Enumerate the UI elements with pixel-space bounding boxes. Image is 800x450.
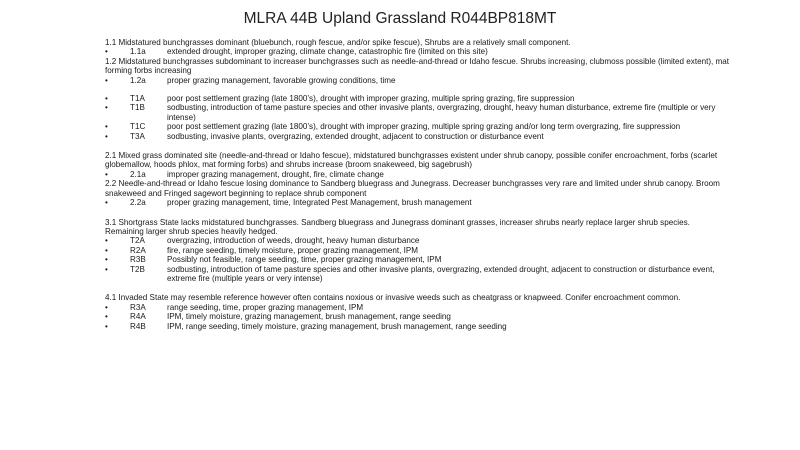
transition-code: T1C (130, 122, 146, 132)
transition-code: T1A (130, 94, 145, 104)
bullet-icon: • (105, 198, 108, 208)
transition-text: sodbusting, introduction of tame pasture species and other invasive plants, overgrazing, extended drought, adjacent to construction or disturbance event, extreme fire (multiple years or very intense) (167, 264, 715, 283)
bullet-item (105, 198, 730, 207)
slide-title: MLRA 44B Upland Grassland R044BP818MT (243, 10, 557, 27)
state-section (105, 218, 730, 284)
bullet-item (105, 122, 730, 131)
bullet-item (105, 170, 730, 179)
bullet-icon: • (105, 302, 108, 312)
state-description: 1.2 Midstatured bunchgrasses subdominant to increaser bunchgrasses such as needle-and-thread or Idaho fescue. Shrubs increasing, clubmoss possible (limited extent), mat forming forbs increasing (105, 56, 730, 76)
bullet-icon: • (105, 255, 108, 265)
bullet-item (105, 246, 730, 255)
transition-text: proper grazing management, favorable growing conditions, time (167, 75, 396, 85)
transition-text: poor post settlement grazing (late 1800’s), drought with improper grazing, multiple spring grazing and/or long term overgrazing, fire suppression (167, 122, 681, 132)
bullet-icon: • (105, 312, 108, 322)
transition-code: 1.2a (130, 75, 146, 85)
transition-text: extended drought, improper grazing, climate change, catastrophic fire (limited on this site) (167, 47, 488, 57)
transition-code: R3B (130, 255, 146, 265)
transition-code: R4A (130, 312, 146, 322)
transition-text: improper grazing management, drought, fire, climate change (167, 169, 384, 179)
transition-code: T2B (130, 264, 145, 274)
bullet-item (105, 132, 730, 141)
bullet-item (105, 265, 730, 284)
bullet-item (105, 76, 730, 85)
bullet-icon: • (105, 236, 108, 246)
bullet-icon: • (105, 94, 108, 104)
transition-code: 2.1a (130, 169, 146, 179)
transition-code: 1.1a (130, 47, 146, 57)
bullet-icon: • (105, 131, 108, 141)
transition-text: proper grazing management, time, Integrated Pest Management, brush management (167, 198, 472, 208)
transition-text: Possibly not feasible, range seeding, time, proper grazing management, IPM (167, 255, 442, 265)
transition-code: T3A (130, 131, 145, 141)
state-section (105, 151, 730, 207)
transition-text: sodbusting, introduction of tame pasture species and other invasive plants, overgrazing, drought, heavy human disturbance, extreme fire (multiple or very intense) (167, 103, 716, 122)
bullet-icon: • (105, 321, 108, 331)
transition-text: sodbusting, invasive plants, overgrazing, extended drought, adjacent to construction or disturbance event (167, 131, 544, 141)
spacer (105, 85, 730, 94)
bullet-icon: • (105, 75, 108, 85)
bullet-item (105, 103, 730, 122)
state-description: 3.1 Shortgrass State lacks midstatured bunchgrasses. Sandberg bluegrass and Junegrass dominant grasses, increaser shrubs nearly replace larger shrub species. Remaining larger shrub species heavily hedged. (105, 217, 690, 236)
transition-code: 2.2a (130, 198, 146, 208)
transition-text: poor post settlement grazing (late 1800’s), drought with improper grazing, multiple spring grazing, fire suppression (167, 94, 575, 104)
slide-content (105, 38, 730, 341)
state-section (105, 293, 730, 331)
bullet-icon: • (105, 169, 108, 179)
bullet-icon: • (105, 122, 108, 132)
transition-text: IPM, timely moisture, grazing management, brush management, range seeding (167, 312, 451, 322)
bullet-icon: • (105, 47, 108, 57)
transition-text: IPM, range seeding, timely moisture, grazing management, brush management, range seeding (167, 321, 507, 331)
state-description: 2.1 Mixed grass dominated site (needle-and-thread or Idaho fescue), midstatured bunchgrasses existent under shrub canopy, possible conifer encroachment, forbs (scarlet globemallow, hoods phlox, mat forming forbs) and shrubs increase (broom snakeweed, big sagebrush) (105, 151, 718, 170)
state-description: 4.1 Invaded State may resemble reference however often contains noxious or invasive weeds such as cheatgrass or knapweed. Conifer encroachment common. (105, 293, 681, 303)
bullet-item (105, 47, 730, 56)
bullet-item (105, 312, 730, 321)
transition-code: T1B (130, 103, 145, 113)
transition-code: R2A (130, 245, 146, 255)
state-description: 2.2 Needle-and-thread or Idaho fescue losing dominance to Sandberg bluegrass and Junegrass. Decreaser bunchgrasses very rare and limited under shrub canopy. Broom snakeweed and Fringed sagewort beginning to replace shrub component (105, 179, 720, 198)
transition-code: R4B (130, 321, 146, 331)
bullet-item (105, 94, 730, 103)
transition-text: overgrazing, introduction of weeds, drought, heavy human disturbance (167, 236, 420, 246)
transition-text: range seeding, time, proper grazing management, IPM (167, 302, 364, 312)
state-description: 1.1 Midstatured bunchgrasses dominant (bluebunch, rough fescue, and/or spike fescue), Shrubs are a relatively small component. (105, 38, 571, 47)
bullet-item (105, 303, 730, 312)
transition-text: fire, range seeding, timely moisture, proper grazing management, IPM (167, 245, 419, 255)
bullet-item (105, 236, 730, 245)
transition-code: R3A (130, 302, 146, 312)
bullet-item (105, 255, 730, 264)
bullet-item (105, 322, 730, 331)
bullet-icon: • (105, 103, 108, 113)
bullet-icon: • (105, 245, 108, 255)
bullet-icon: • (105, 264, 108, 274)
transition-code: T2A (130, 236, 145, 246)
state-section (105, 38, 730, 141)
